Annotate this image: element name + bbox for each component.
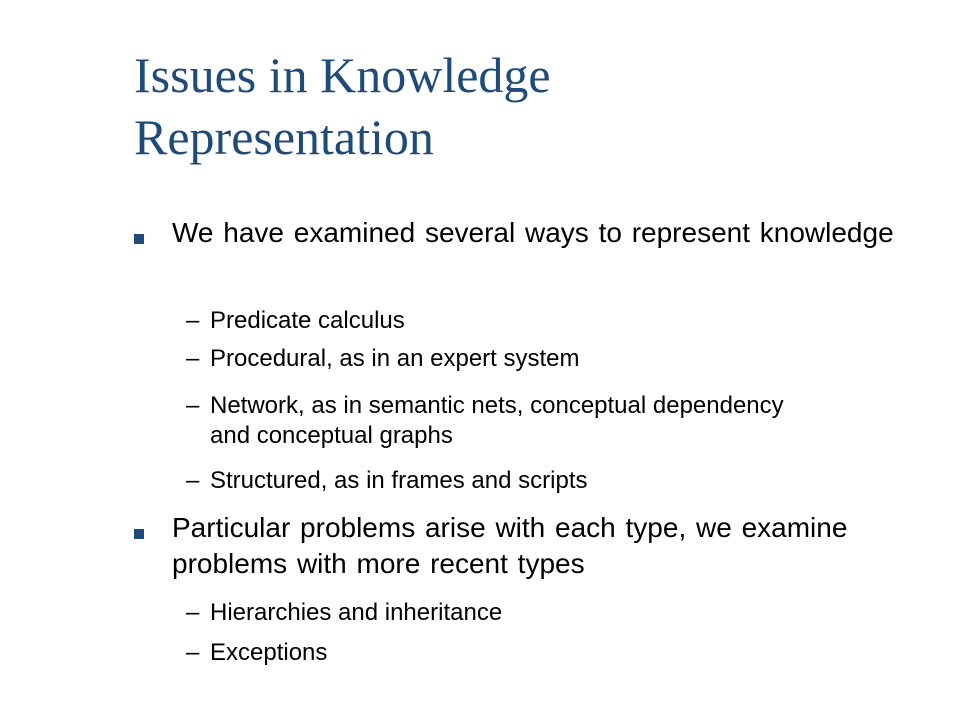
square-bullet-icon: [134, 529, 144, 539]
bullet-text: We have examined several ways to represent knowledge: [172, 217, 894, 248]
sub-bullet-item: [186, 638, 806, 668]
slide-title-line-2: Representation: [134, 109, 434, 165]
bullet-text: Particular problems arise with each type, we examine problems with more recent types: [172, 512, 848, 579]
sub-bullet-text: Procedural, as in an expert system: [210, 345, 580, 372]
sub-bullet-text: Network, as in semantic nets, conceptual dependency and conceptual graphs: [210, 392, 784, 449]
slide-title: [134, 44, 914, 168]
dash-marker: –: [186, 345, 200, 372]
sub-bullet-item: [186, 598, 806, 628]
dash-marker: –: [186, 639, 200, 666]
sub-bullet-item: [186, 306, 806, 336]
dash-marker: –: [186, 599, 200, 626]
sub-bullet-item: [186, 391, 806, 451]
slide-title-line-1: Issues in Knowledge: [134, 47, 551, 103]
dash-marker: –: [186, 467, 200, 494]
sub-bullet-item: [186, 466, 806, 496]
dash-marker: –: [186, 392, 200, 419]
square-bullet-icon: [134, 234, 144, 244]
sub-bullet-text: Hierarchies and inheritance: [210, 599, 503, 626]
sub-bullet-item: [186, 344, 806, 374]
sub-bullet-text: Exceptions: [210, 639, 328, 666]
sub-bullet-text: Structured, as in frames and scripts: [210, 467, 588, 494]
dash-marker: –: [186, 307, 200, 334]
sub-bullet-text: Predicate calculus: [210, 307, 405, 334]
